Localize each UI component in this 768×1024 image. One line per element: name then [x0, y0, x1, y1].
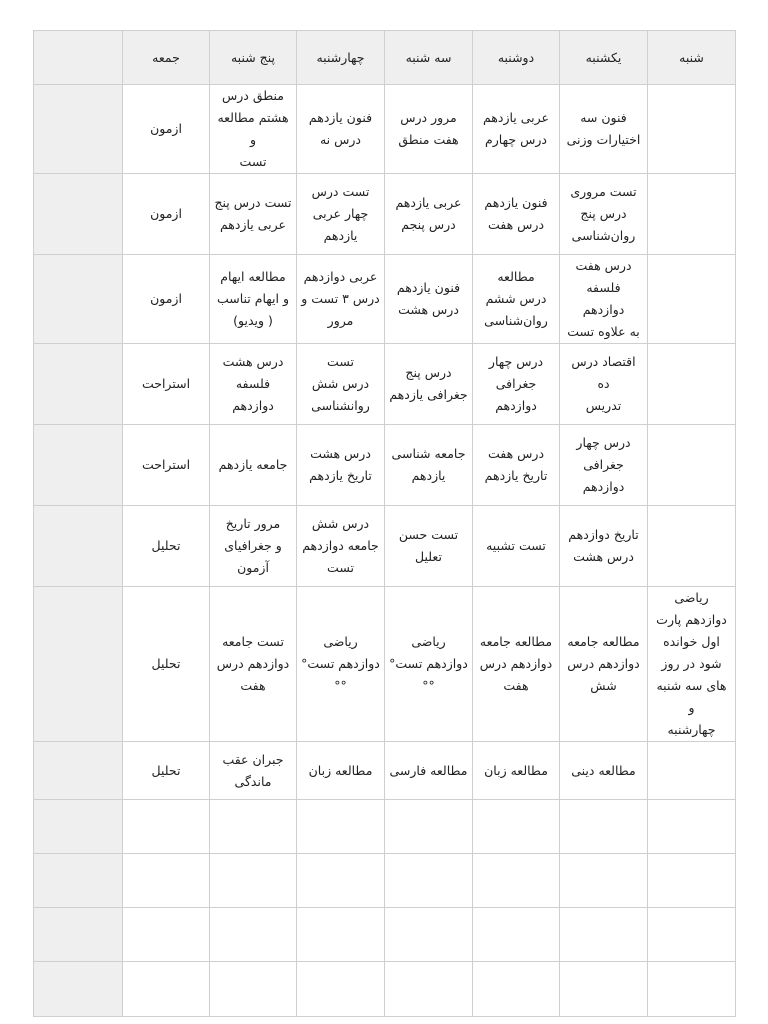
schedule-cell-text: عربی یازدهم درس چهارم	[482, 110, 550, 147]
schedule-cell-text: ریاضی دوازدهم تست° °°	[389, 634, 468, 693]
schedule-cell-wednesday	[297, 425, 385, 506]
schedule-cell-monday	[473, 344, 560, 425]
schedule-cell-sunday	[560, 344, 648, 425]
schedule-cell-wednesday	[297, 344, 385, 425]
schedule-cell-sunday	[560, 425, 648, 506]
schedule-cell-friday	[123, 587, 210, 742]
table-row	[34, 742, 736, 800]
schedule-cell-text: تست تشبیه	[486, 538, 546, 553]
table-row	[34, 908, 736, 962]
schedule-cell-wednesday	[297, 962, 385, 1017]
schedule-cell-text: جامعه یازدهم	[218, 457, 288, 472]
row-side-cell	[34, 587, 123, 742]
schedule-cell-wednesday	[297, 85, 385, 174]
schedule-cell-tuesday	[385, 85, 473, 174]
schedule-cell-thursday	[210, 742, 297, 800]
schedule-cell-saturday	[648, 908, 736, 962]
schedule-cell-text: استراحت	[141, 457, 191, 472]
schedule-cell-tuesday	[385, 908, 473, 962]
schedule-cell-friday	[123, 800, 210, 854]
schedule-cell-monday	[473, 425, 560, 506]
schedule-cell-sunday	[560, 174, 648, 255]
schedule-cell-text: فنون یازدهم درس هشت	[396, 280, 461, 317]
schedule-cell-saturday	[648, 742, 736, 800]
schedule-cell-thursday	[210, 174, 297, 255]
schedule-cell-text: مطالعه زبان	[484, 762, 548, 778]
schedule-cell-friday	[123, 506, 210, 587]
schedule-cell-text: درس هفت تاریخ یازدهم	[484, 446, 548, 483]
row-side-cell	[34, 255, 123, 344]
schedule-cell-thursday	[210, 344, 297, 425]
schedule-cell-monday	[473, 742, 560, 800]
schedule-cell-saturday	[648, 854, 736, 908]
schedule-cell-thursday	[210, 908, 297, 962]
schedule-cell-text: درس شش جامعه دوازدهم تست	[302, 516, 379, 575]
schedule-cell-wednesday	[297, 742, 385, 800]
schedule-cell-thursday	[210, 854, 297, 908]
schedule-cell-friday	[123, 255, 210, 344]
row-side-cell	[34, 344, 123, 425]
row-side-cell	[34, 908, 123, 962]
corner-cell	[34, 31, 123, 85]
schedule-cell-friday	[123, 908, 210, 962]
schedule-cell-wednesday	[297, 174, 385, 255]
schedule-cell-text: درس چهار جغرافی دوازدهم	[488, 354, 544, 413]
schedule-cell-friday	[123, 425, 210, 506]
schedule-cell-saturday	[648, 587, 736, 742]
schedule-cell-tuesday	[385, 344, 473, 425]
row-side-cell	[34, 174, 123, 255]
schedule-cell-thursday	[210, 255, 297, 344]
schedule-cell-text: استراحت	[141, 376, 191, 391]
row-side-cell	[34, 800, 123, 854]
schedule-cell-sunday	[560, 85, 648, 174]
schedule-cell-text: ازمون	[150, 121, 182, 136]
table-row	[34, 854, 736, 908]
header-row	[34, 31, 736, 85]
schedule-cell-tuesday	[385, 425, 473, 506]
schedule-cell-friday	[123, 174, 210, 255]
day-header-sunday: یکشنبه	[560, 31, 648, 85]
schedule-cell-text: مطالعه درس ششم روان‌شناسی	[484, 269, 548, 328]
schedule-cell-text: ازمون	[150, 291, 182, 306]
schedule-cell-monday	[473, 174, 560, 255]
schedule-cell-monday	[473, 506, 560, 587]
schedule-cell-saturday	[648, 255, 736, 344]
schedule-body	[34, 85, 736, 1017]
schedule-cell-sunday	[560, 854, 648, 908]
schedule-cell-text: تحلیل	[151, 762, 181, 778]
schedule-cell-text: ازمون	[150, 206, 182, 221]
schedule-cell-thursday	[210, 425, 297, 506]
day-header-wednesday: چهارشنبه	[297, 31, 385, 85]
schedule-cell-text: جبران عقب ماندگی	[222, 751, 284, 789]
schedule-cell-text: فنون یازدهم درس هفت	[484, 195, 548, 232]
schedule-cell-text: مطالعه ایهام و ایهام تناسب ( ویدیو)	[216, 269, 290, 328]
schedule-cell-saturday	[648, 174, 736, 255]
schedule-cell-thursday	[210, 587, 297, 742]
schedule-cell-saturday	[648, 800, 736, 854]
schedule-cell-monday	[473, 800, 560, 854]
schedule-cell-text: عربی دوازدهم درس ۳ تست و مرور	[301, 269, 380, 328]
table-row	[34, 344, 736, 425]
schedule-cell-tuesday	[385, 587, 473, 742]
schedule-cell-saturday	[648, 85, 736, 174]
table-row	[34, 174, 736, 255]
schedule-cell-text: فنون یازدهم درس نه	[308, 110, 373, 147]
schedule-cell-tuesday	[385, 506, 473, 587]
schedule-cell-thursday	[210, 800, 297, 854]
schedule-cell-monday	[473, 587, 560, 742]
schedule-cell-text: مطالعه زبان	[308, 762, 373, 778]
day-header-thursday: پنج شنبه	[210, 31, 297, 85]
schedule-cell-sunday	[560, 506, 648, 587]
schedule-cell-monday	[473, 85, 560, 174]
schedule-cell-text: تحلیل	[151, 538, 181, 553]
schedule-cell-monday	[473, 255, 560, 344]
schedule-cell-thursday	[210, 506, 297, 587]
schedule-cell-text: تست درس چهار عربی یازدهم	[311, 184, 370, 243]
schedule-cell-monday	[473, 908, 560, 962]
table-row	[34, 255, 736, 344]
schedule-cell-sunday	[560, 962, 648, 1017]
schedule-cell-text: تست درس پنج عربی یازدهم	[214, 195, 292, 232]
row-side-cell	[34, 962, 123, 1017]
schedule-cell-text: ریاضی دوازدهم تست° °°	[301, 634, 380, 693]
schedule-cell-tuesday	[385, 800, 473, 854]
schedule-cell-text: جامعه شناسی یازدهم	[391, 446, 466, 483]
row-side-cell	[34, 854, 123, 908]
schedule-cell-text: تاریخ دوازدهم درس هشت	[568, 527, 639, 564]
schedule-cell-text: تست حسن تعلیل	[398, 527, 459, 564]
schedule-cell-friday	[123, 962, 210, 1017]
schedule-cell-text: درس هشت تاریخ یازدهم	[309, 446, 372, 483]
row-side-cell	[34, 425, 123, 506]
schedule-cell-friday	[123, 85, 210, 174]
schedule-cell-monday	[473, 854, 560, 908]
schedule-cell-monday	[473, 962, 560, 1017]
schedule-cell-text: منطق درس هشتم مطالعه و تست	[217, 88, 289, 169]
schedule-cell-text: مطالعه جامعه دوازدهم درس شش	[567, 634, 640, 693]
schedule-cell-text: فنون سه اختیارات وزنی	[566, 110, 641, 147]
schedule-cell-saturday	[648, 962, 736, 1017]
schedule-cell-sunday	[560, 742, 648, 800]
schedule-cell-text: تحلیل	[151, 656, 181, 671]
day-header-monday: دوشنبه	[473, 31, 560, 85]
schedule-cell-tuesday	[385, 742, 473, 800]
schedule-cell-text: مطالعه دینی	[571, 762, 636, 778]
row-side-cell	[34, 506, 123, 587]
schedule-cell-text: درس چهار جغرافی دوازدهم	[576, 435, 631, 494]
schedule-cell-sunday	[560, 800, 648, 854]
schedule-cell-text: درس پنج جغرافی یازدهم	[389, 365, 468, 402]
schedule-cell-text: تست جامعه دوازدهم درس هفت	[216, 634, 290, 693]
schedule-cell-saturday	[648, 506, 736, 587]
table-row	[34, 85, 736, 174]
schedule-cell-wednesday	[297, 587, 385, 742]
schedule-cell-text: درس هفت فلسفه دوازدهم به علاوه تست	[567, 258, 640, 339]
schedule-cell-text: مطالعه جامعه دوازدهم درس هفت	[479, 634, 553, 693]
schedule-cell-text: ریاضی دوازدهم پارت اول خوانده شود در روز های سه شنبه و چهارشنبه	[656, 590, 727, 737]
schedule-cell-text: مرور درس هفت منطق	[398, 110, 459, 147]
schedule-cell-tuesday	[385, 255, 473, 344]
day-header-saturday: شنبه	[648, 31, 736, 85]
table-row	[34, 425, 736, 506]
schedule-cell-text: مرور تاریخ و جغرافیای آزمون	[224, 516, 282, 575]
schedule-cell-thursday	[210, 962, 297, 1017]
schedule-cell-saturday	[648, 344, 736, 425]
row-side-cell	[34, 742, 123, 800]
day-header-tuesday: سه شنبه	[385, 31, 473, 85]
schedule-cell-wednesday	[297, 800, 385, 854]
schedule-cell-saturday	[648, 425, 736, 506]
schedule-cell-tuesday	[385, 962, 473, 1017]
schedule-cell-tuesday	[385, 174, 473, 255]
table-row	[34, 506, 736, 587]
row-side-cell	[34, 85, 123, 174]
schedule-cell-friday	[123, 344, 210, 425]
schedule-cell-wednesday	[297, 854, 385, 908]
schedule-cell-sunday	[560, 255, 648, 344]
schedule-cell-thursday	[210, 85, 297, 174]
schedule-cell-sunday	[560, 908, 648, 962]
schedule-cell-text: اقتصاد درس ده تدریس	[571, 354, 636, 413]
schedule-cell-wednesday	[297, 255, 385, 344]
schedule-cell-text: مطالعه فارسی	[389, 762, 468, 778]
day-header-friday: جمعه	[123, 31, 210, 85]
schedule-cell-tuesday	[385, 854, 473, 908]
schedule-cell-text: تست درس شش روانشناسی	[311, 354, 370, 413]
schedule-cell-friday	[123, 854, 210, 908]
table-row	[34, 962, 736, 1017]
schedule-cell-wednesday	[297, 908, 385, 962]
weekly-schedule-table	[33, 30, 736, 1017]
table-row	[34, 800, 736, 854]
schedule-cell-text: عربی یازدهم درس پنجم	[395, 195, 462, 232]
schedule-cell-wednesday	[297, 506, 385, 587]
schedule-cell-text: درس هشت فلسفه دوازدهم	[222, 354, 284, 413]
schedule-cell-sunday	[560, 587, 648, 742]
schedule-cell-text: تست مروری درس پنج روان‌شناسی	[570, 184, 637, 243]
schedule-cell-friday	[123, 742, 210, 800]
table-row	[34, 587, 736, 742]
